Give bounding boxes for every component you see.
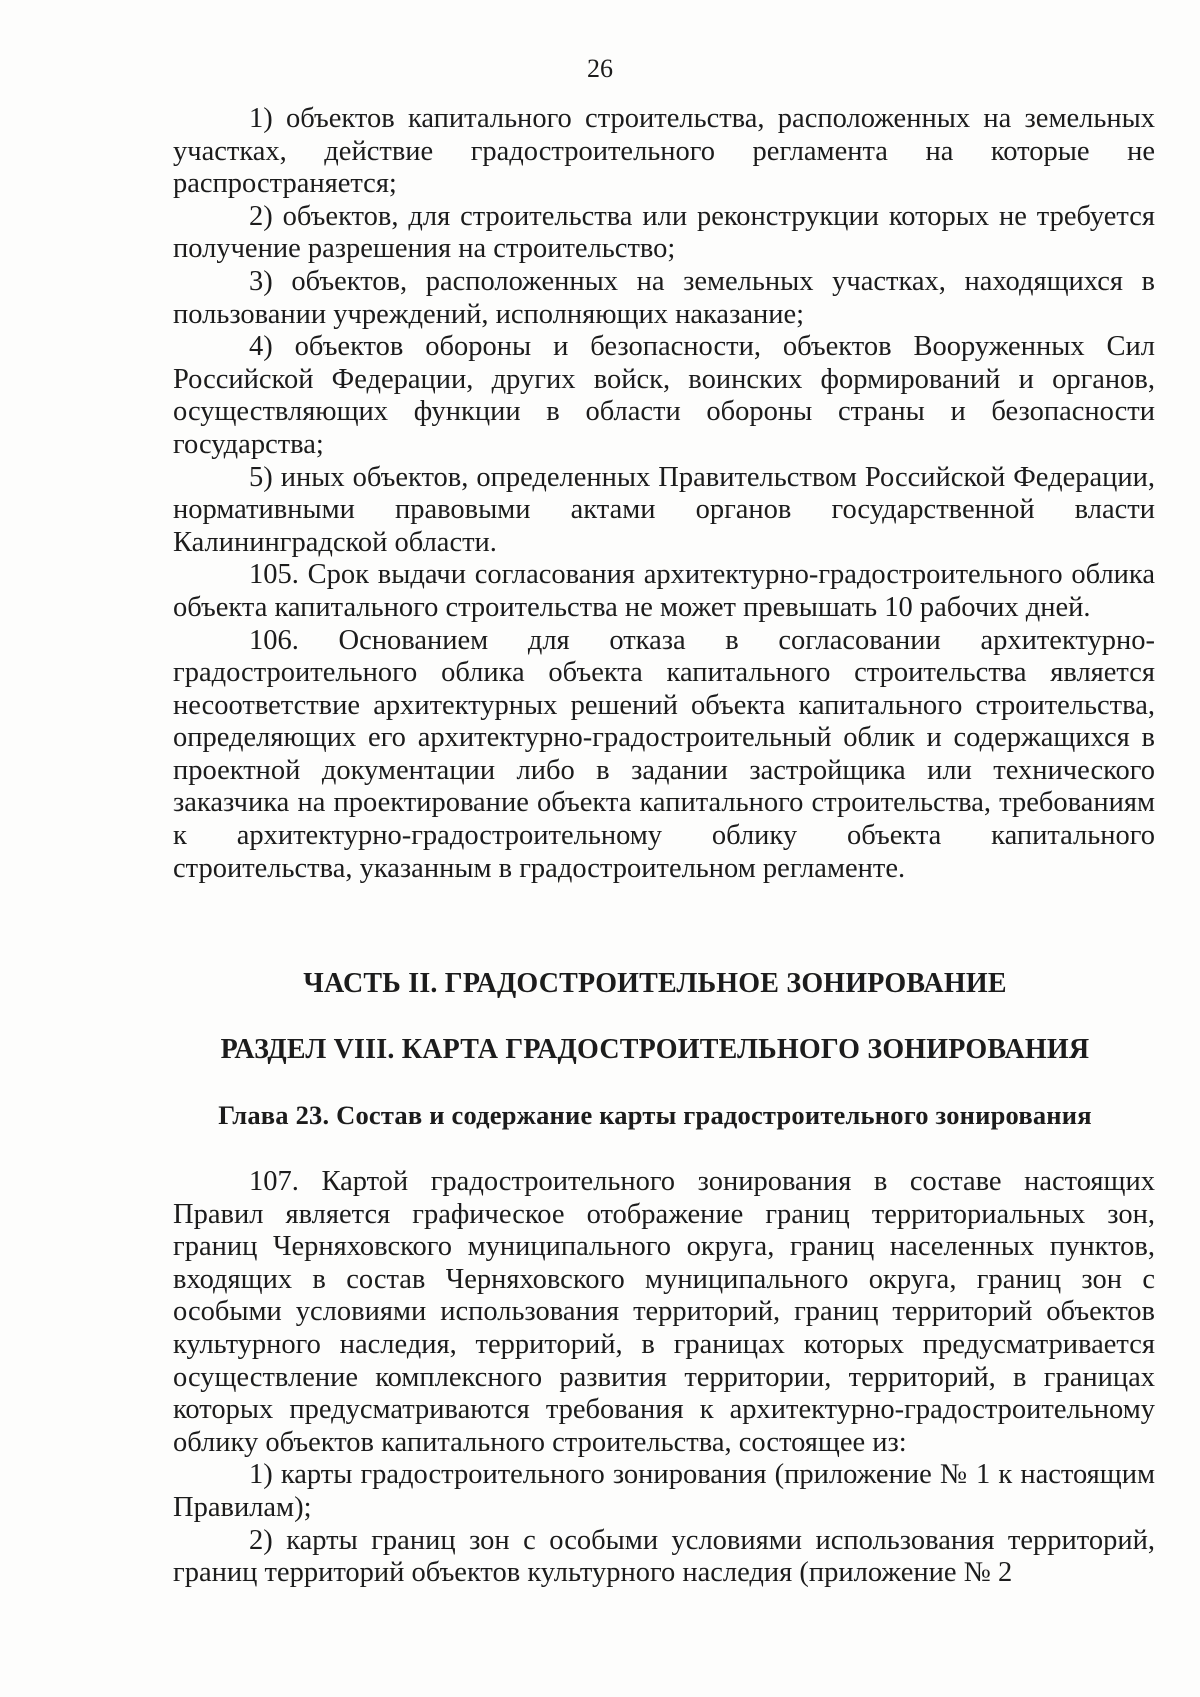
paragraph-107-item-2: 2) карты границ зон с особыми условиями использования территорий, границ территорий объектов культурного наследия (приложение № 2: [173, 1524, 1155, 1589]
paragraph-item-4: 4) объектов обороны и безопасности, объектов Вооруженных Сил Российской Федерации, других войск, воинских формирований и органов, осуществляющих функции в области обороны страны и безопасности государства;: [173, 331, 1155, 460]
part-heading: ЧАСТЬ II. ГРАДОСТРОИТЕЛЬНОЕ ЗОНИРОВАНИЕ: [303, 968, 1007, 999]
body-text-bottom: [173, 1166, 1155, 1590]
page-number: 26: [587, 54, 613, 83]
paragraph-item-5: 5) иных объектов, определенных Правительством Российской Федерации, нормативными правовыми актами органов государственной власти Калининградской области.: [173, 461, 1155, 558]
body-text-top: [173, 103, 1155, 885]
paragraph-item-2: 2) объектов, для строительства или реконструкции которых не требуется получение разрешения на строительство;: [173, 200, 1155, 265]
chapter-heading: Глава 23. Состав и содержание карты градостроительного зонирования: [218, 1100, 1092, 1130]
paragraph-item-3: 3) объектов, расположенных на земельных участках, находящихся в пользовании учреждений, исполняющих наказание;: [173, 265, 1155, 330]
paragraph-107-item-1: 1) карты градостроительного зонирования (приложение № 1 к настоящим Правилам);: [173, 1459, 1155, 1523]
paragraph-106: 106. Основанием для отказа в согласовании архитектурно-градостроительного облика объекта капитального строительства является несоответствие архитектурных решений объекта капитального строительства, определяющих его архитектурно-градостроительный облик и содержащихся в проектной документации либо в задании застройщика или технического заказчика на проектирование объекта капитального строительства, требованиям к архитектурно-градостроительному облику объекта капитального строительства, указанным в градостроительном регламенте.: [173, 624, 1155, 884]
paragraph-107: 107. Картой градостроительного зонирования в составе настоящих Правил является графическое отображение границ территориальных зон, границ Черняховского муниципального округа, границ населенных пунктов, входящих в состав Черняховского муниципального округа, границ зон с особыми условиями использования территорий, границ территорий объектов культурного наследия, территорий, в границах которых предусматривается осуществление комплексного развития территории, территорий, в границах которых предусматриваются требования к архитектурно-градостроительному облику объектов капитального строительства, состоящее из:: [173, 1166, 1155, 1458]
section-heading: РАЗДЕЛ VIII. КАРТА ГРАДОСТРОИТЕЛЬНОГО ЗОНИРОВАНИЯ: [220, 1034, 1090, 1065]
paragraph-105: 105. Срок выдачи согласования архитектурно-градостроительного облика объекта капитального строительства не может превышать 10 рабочих дней.: [173, 559, 1155, 623]
paragraph-item-1: 1) объектов капитального строительства, расположенных на земельных участках, действие градостроительного регламента на которые не распространяется;: [173, 103, 1155, 200]
